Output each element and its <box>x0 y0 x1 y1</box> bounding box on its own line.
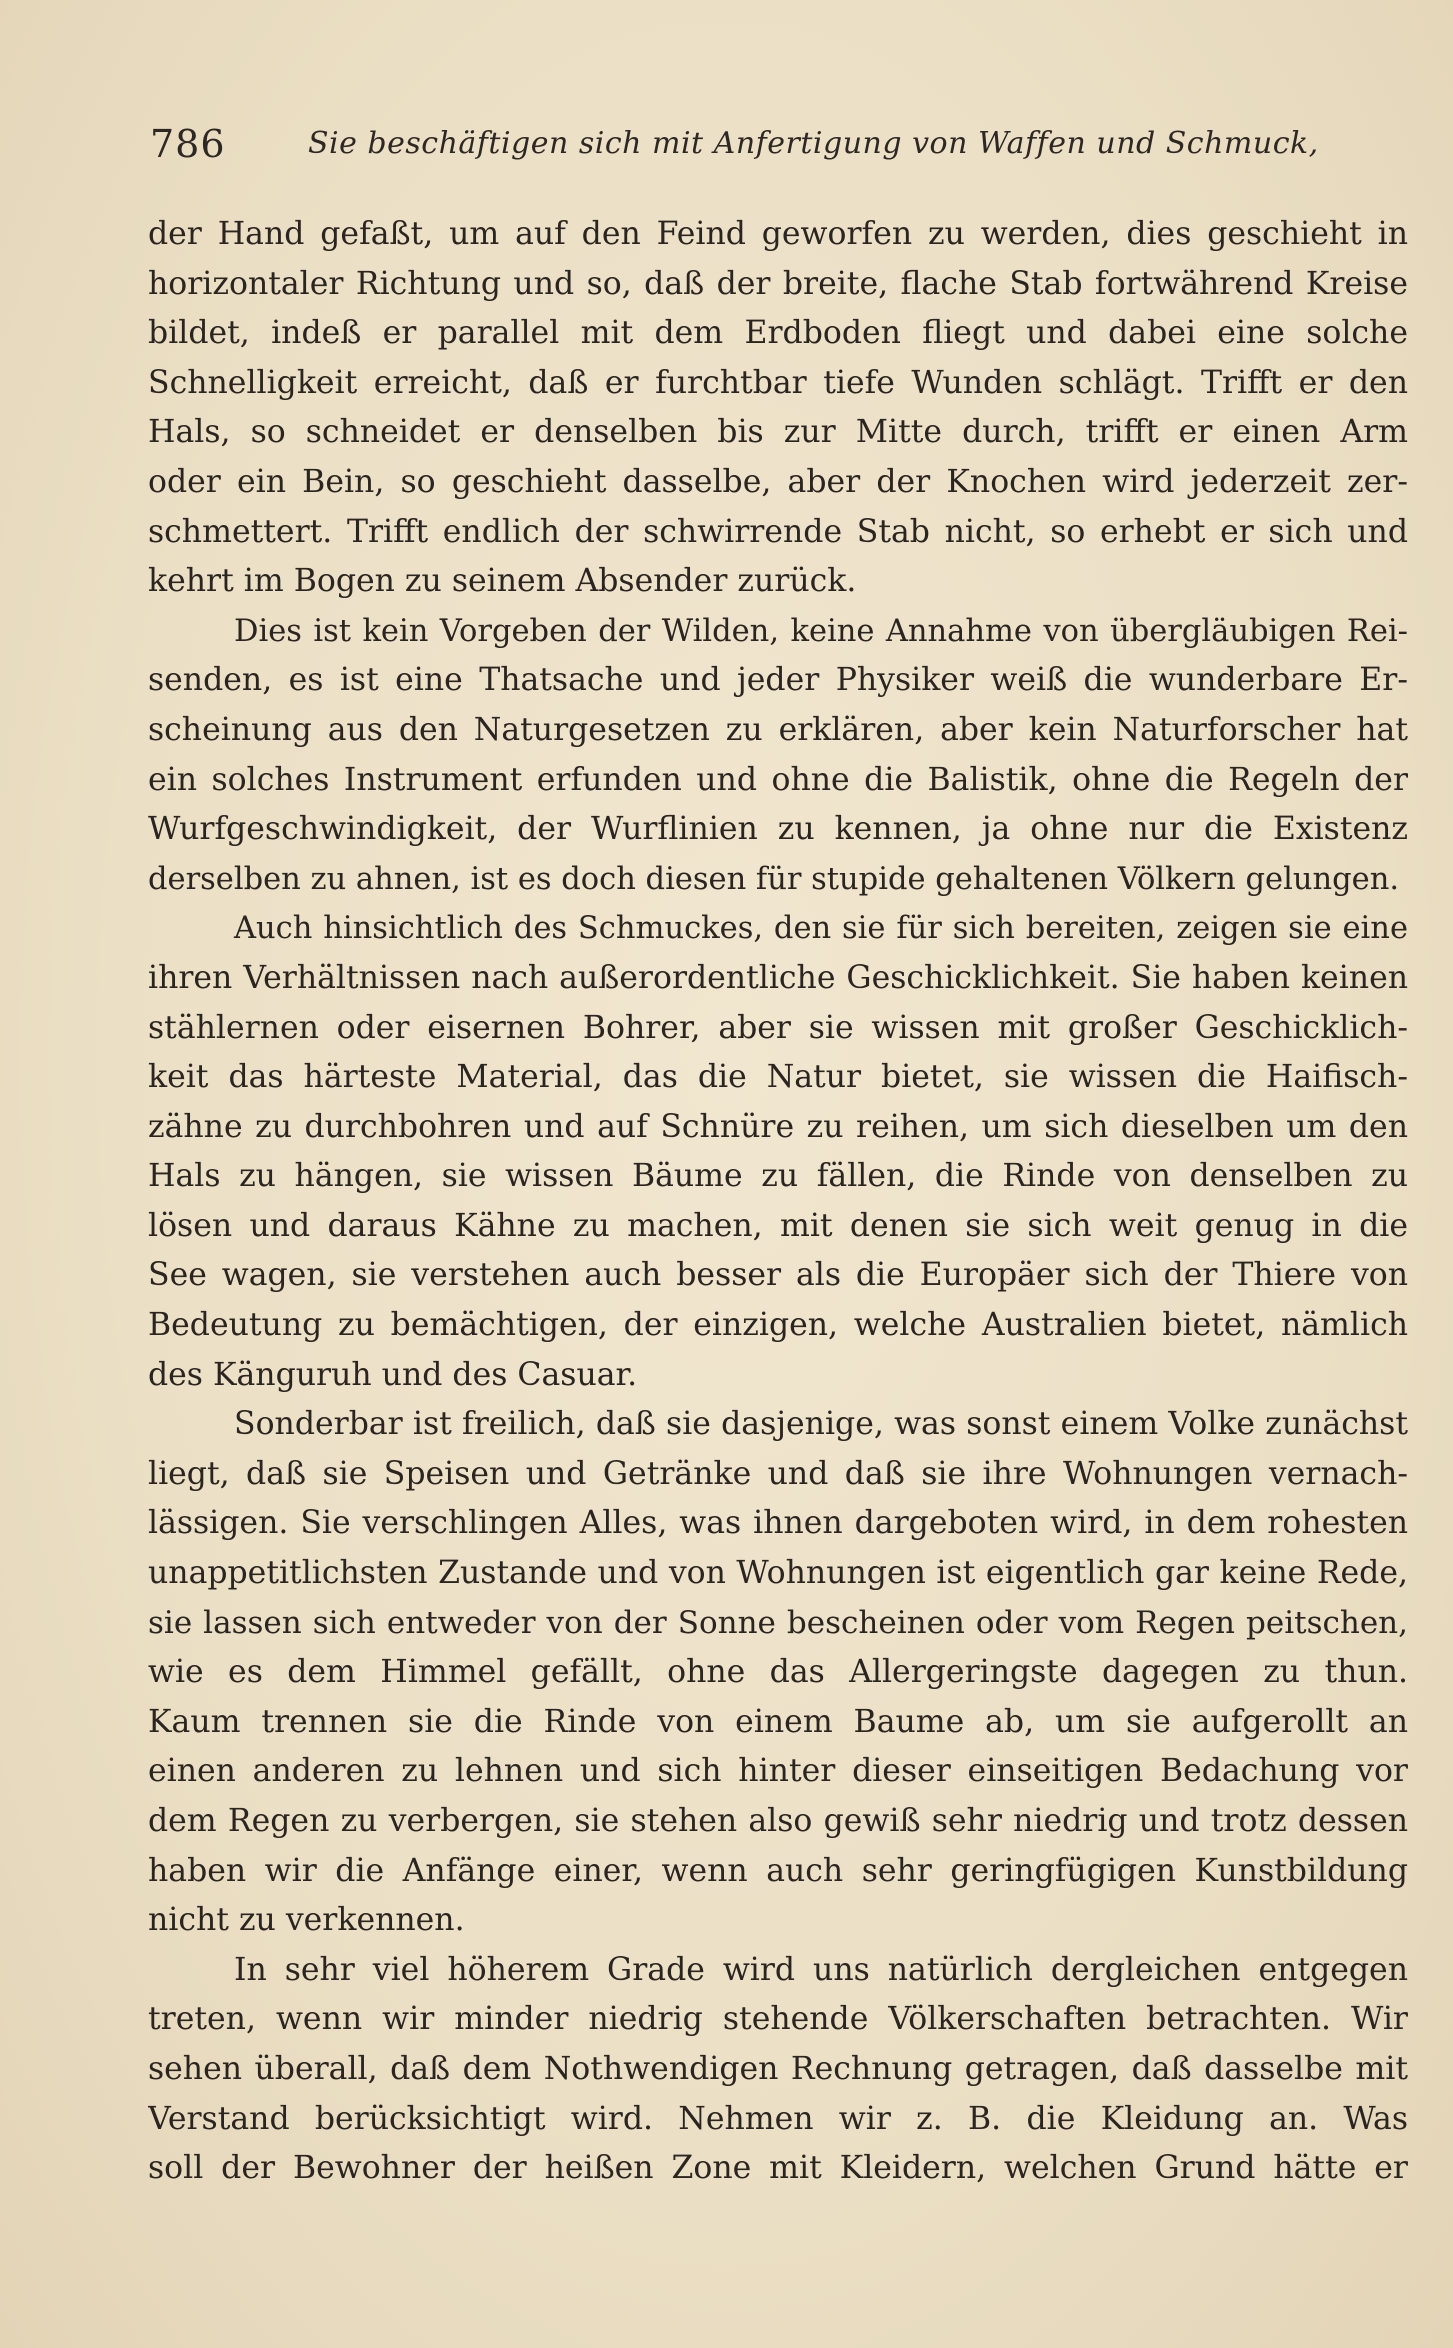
text-line: der Hand gefaßt, um auf den Feind geworfen zu werden, dies geschieht in <box>148 216 1408 252</box>
text-line: lösen und daraus Kähne zu machen, mit denen sie sich weit genug in die <box>148 1207 1408 1244</box>
text-line: Verstand berücksichtigt wird. Nehmen wir z. B. die Kleidung an. Was <box>148 2100 1408 2137</box>
text-line: derselben zu ahnen, ist es doch diesen für stupide gehaltenen Völkern gelungen. <box>148 861 1400 897</box>
page-number: 786 <box>150 122 226 166</box>
text-line: Dies ist kein Vorgeben der Wilden, keine Annahme von übergläubigen Rei- <box>234 613 1408 649</box>
text-line: scheinung aus den Naturgesetzen zu erklären, aber kein Naturforscher hat <box>148 711 1408 748</box>
text-line: lässigen. Sie verschlingen Alles, was ihnen dargeboten wird, in dem rohesten <box>148 1505 1408 1542</box>
text-line: Wurfgeschwindigkeit, der Wurflinien zu kennen, ja ohne nur die Existenz <box>148 811 1408 848</box>
text-line: sehen überall, daß dem Nothwendigen Rechnung getragen, daß dasselbe mit <box>148 2050 1408 2087</box>
text-line: ein solches Instrument erfunden und ohne die Balistik, ohne die Regeln der <box>148 761 1408 798</box>
text-line: schmettert. Trifft endlich der schwirrende Stab nicht, so erhebt er sich und <box>148 513 1408 550</box>
text-line: Bedeutung zu bemächtigen, der einzigen, welche Australien bietet, nämlich <box>148 1307 1408 1344</box>
text-line: liegt, daß sie Speisen und Getränke und daß sie ihre Wohnungen vernach- <box>148 1455 1408 1492</box>
text-line: soll der Bewohner der heißen Zone mit Kleidern, welchen Grund hätte er <box>148 2150 1408 2187</box>
text-line: keit das härteste Material, das die Natur bietet, sie wissen die Haifisch- <box>148 1059 1408 1096</box>
text-line: In sehr viel höherem Grade wird uns natürlich dergleichen entgegen <box>234 1951 1408 1988</box>
text-line: bildet, indeß er parallel mit dem Erdboden fliegt und dabei eine solche <box>148 315 1408 352</box>
text-line: sie lassen sich entweder von der Sonne bescheinen oder vom Regen peitschen, <box>148 1604 1408 1641</box>
text-line: einen anderen zu lehnen und sich hinter dieser einseitigen Bedachung vor <box>148 1753 1408 1790</box>
text-line: stählernen oder eisernen Bohrer, aber sie wissen mit großer Geschicklich- <box>148 1009 1408 1046</box>
page-header <box>150 118 1330 178</box>
text-line: Sonderbar ist freilich, daß sie dasjenige, was sonst einem Volke zunächst <box>234 1406 1408 1443</box>
text-line: unappetitlichsten Zustande und von Wohnungen ist eigentlich gar keine Rede, <box>148 1555 1408 1592</box>
text-line: kehrt im Bogen zu seinem Absender zurück. <box>148 563 857 600</box>
text-line: senden, es ist eine Thatsache und jeder Physiker weiß die wunderbare Er- <box>148 662 1408 699</box>
text-line: nicht zu verkennen. <box>148 1902 465 1939</box>
text-line: Auch hinsichtlich des Schmuckes, den sie für sich bereiten, zeigen sie eine <box>234 911 1408 947</box>
running-head: Sie beschäftigen sich mit Anfertigung von Waffen und Schmuck, <box>308 126 1319 161</box>
text-line: dem Regen zu verbergen, sie stehen also gewiß sehr niedrig und trotz dessen <box>148 1803 1408 1839</box>
body-text <box>148 210 1408 2194</box>
text-line: Schnelligkeit erreicht, daß er furchtbar tiefe Wunden schlägt. Trifft er den <box>148 364 1408 401</box>
text-line: Kaum trennen sie die Rinde von einem Baume ab, um sie aufgerollt an <box>148 1703 1408 1740</box>
text-line: horizontaler Richtung und so, daß der breite, flache Stab fortwährend Kreise <box>148 265 1408 302</box>
text-line: zähne zu durchbohren und auf Schnüre zu reihen, um sich dieselben um den <box>148 1108 1408 1145</box>
text-line: des Känguruh und des Casuar. <box>148 1356 638 1393</box>
text-line: See wagen, sie verstehen auch besser als die Europäer sich der Thiere von <box>148 1257 1408 1294</box>
text-line: Hals zu hängen, sie wissen Bäume zu fällen, die Rinde von denselben zu <box>148 1158 1408 1195</box>
text-line: haben wir die Anfänge einer, wenn auch sehr geringfügigen Kunstbildung <box>148 1852 1408 1889</box>
text-line: treten, wenn wir minder niedrig stehende Völkerschaften betrachten. Wir <box>148 2001 1408 2038</box>
text-line: ihren Verhältnissen nach außerordentliche Geschicklichkeit. Sie haben keinen <box>148 959 1408 996</box>
text-line: wie es dem Himmel gefällt, ohne das Allergeringste dagegen zu thun. <box>148 1654 1408 1691</box>
text-line: oder ein Bein, so geschieht dasselbe, aber der Knochen wird jederzeit zer- <box>148 463 1408 500</box>
text-line: Hals, so schneidet er denselben bis zur Mitte durch, trifft er einen Arm <box>148 414 1408 451</box>
